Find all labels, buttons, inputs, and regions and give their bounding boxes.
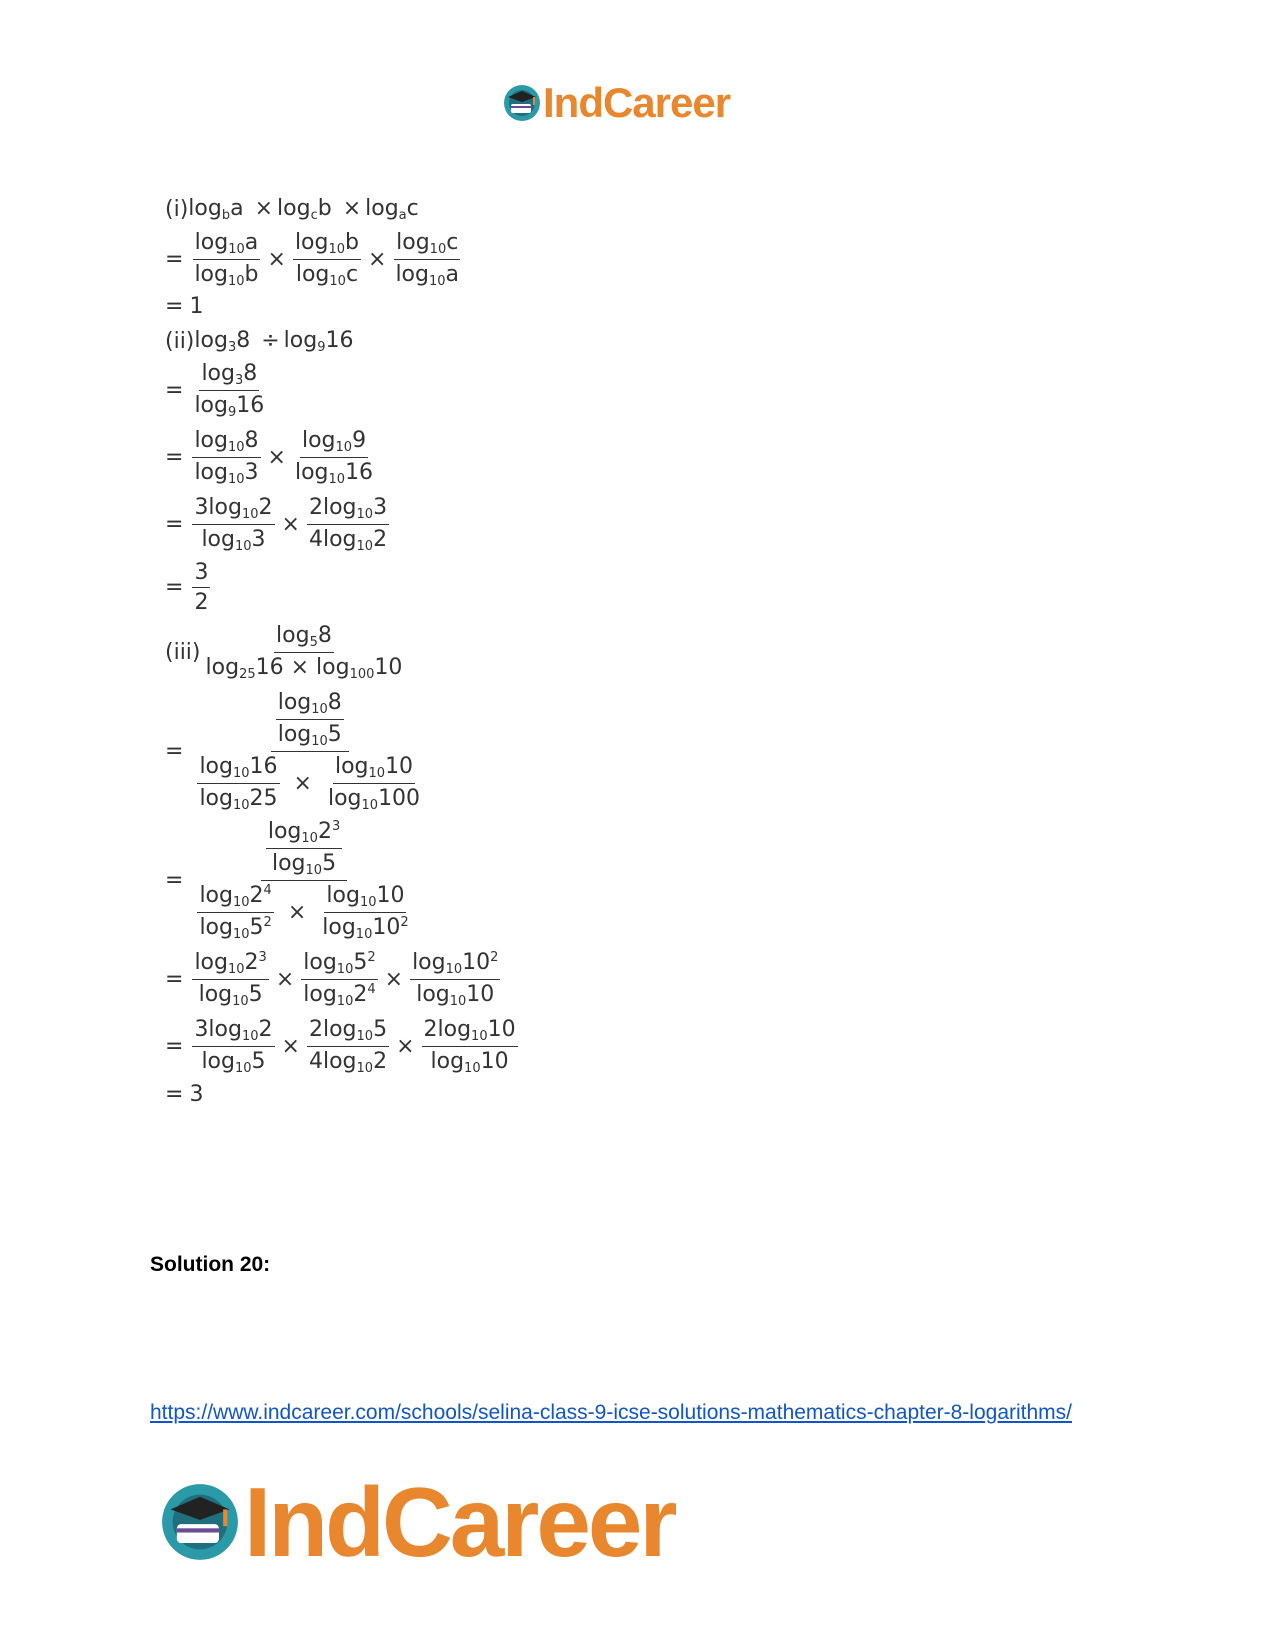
part-i-statement: (i) $\log_ba \times \log_cb \times \log_ac$ <box>165 195 419 223</box>
part-label: (ii) <box>165 328 195 354</box>
equation-row: = 3 <box>165 1081 204 1107</box>
logo-text: IndCareer <box>543 79 731 126</box>
part-ii-statement: (ii) $\log_38 \div \log_916$ <box>165 327 354 355</box>
math-solution <box>165 192 521 1112</box>
header-logo <box>503 79 731 126</box>
result-value: 1 <box>189 293 204 319</box>
result-value: 3 <box>189 1081 204 1107</box>
solution-heading: Solution 20: <box>150 1253 271 1276</box>
equation-row: = $\frac{3\log_{10}2}{\log_{10}3}$ × $\frac{2\log_{10}3}{4\log_{10}2}$ <box>165 495 388 554</box>
equation-row: = $\frac{\log_{10}2^3}{\log_{10}5}$ × $\frac{\log_{10}5^2}{\log_{10}2^4}$ × $\frac{\log_{10}10^2}{\log_{10}10}$ <box>165 950 499 1009</box>
equation-row: = $\frac{\log_{10}8}{\log_{10}5}$ $\frac{\log_{10}16}{\log_{10}25}$ × $\frac{\log_{10}10}{\log_{10}100}$ <box>165 690 421 813</box>
graduation-cap-icon <box>503 84 541 122</box>
equation-row: = $\frac{\log_38}{\log_916}$ <box>165 361 265 420</box>
equation-row: = $\frac{3\log_{10}2}{\log_{10}5}$ × $\frac{2\log_{10}5}{4\log_{10}2}$ × $\frac{2\log_{10}10}{\log_{10}10}$ <box>165 1017 516 1076</box>
source-link[interactable]: https://www.indcareer.com/schools/selina-class-9-icse-solutions-mathematics-chapter-8-logarithms/ <box>150 1401 1073 1424</box>
footer-logo <box>160 1467 675 1577</box>
equation-row: = $\frac{\log_{10}2^3}{\log_{10}5}$ $\frac{\log_{10}2^4}{\log_{10}5^2}$ × $\frac{\log_{10}10}{\log_{10}10^2}$ <box>165 819 409 942</box>
graduation-cap-icon <box>160 1482 240 1562</box>
equation-row: = $\frac{3}{2}$ <box>165 560 209 615</box>
equation-row: = $\frac{\log_{10}a}{\log_{10}b}$ × $\frac{\log_{10}b}{\log_{10}c}$ × $\frac{\log_{10}c}{\log_{10}a}$ <box>165 230 460 289</box>
part-label: (i) <box>165 196 189 222</box>
part-label: (iii) <box>165 640 201 665</box>
equation-row: = $\frac{\log_{10}8}{\log_{10}3}$ × $\frac{\log_{10}9}{\log_{10}16}$ <box>165 428 374 487</box>
part-iii-statement: (iii) $\frac{\log_58}{\log_{25}16 \times \log_{100}10}$ <box>165 623 403 682</box>
equation-row: = 1 <box>165 293 204 319</box>
result-denominator: 2 <box>194 590 209 615</box>
logo-text: IndCareer <box>244 1467 675 1577</box>
result-numerator: 3 <box>192 560 210 588</box>
